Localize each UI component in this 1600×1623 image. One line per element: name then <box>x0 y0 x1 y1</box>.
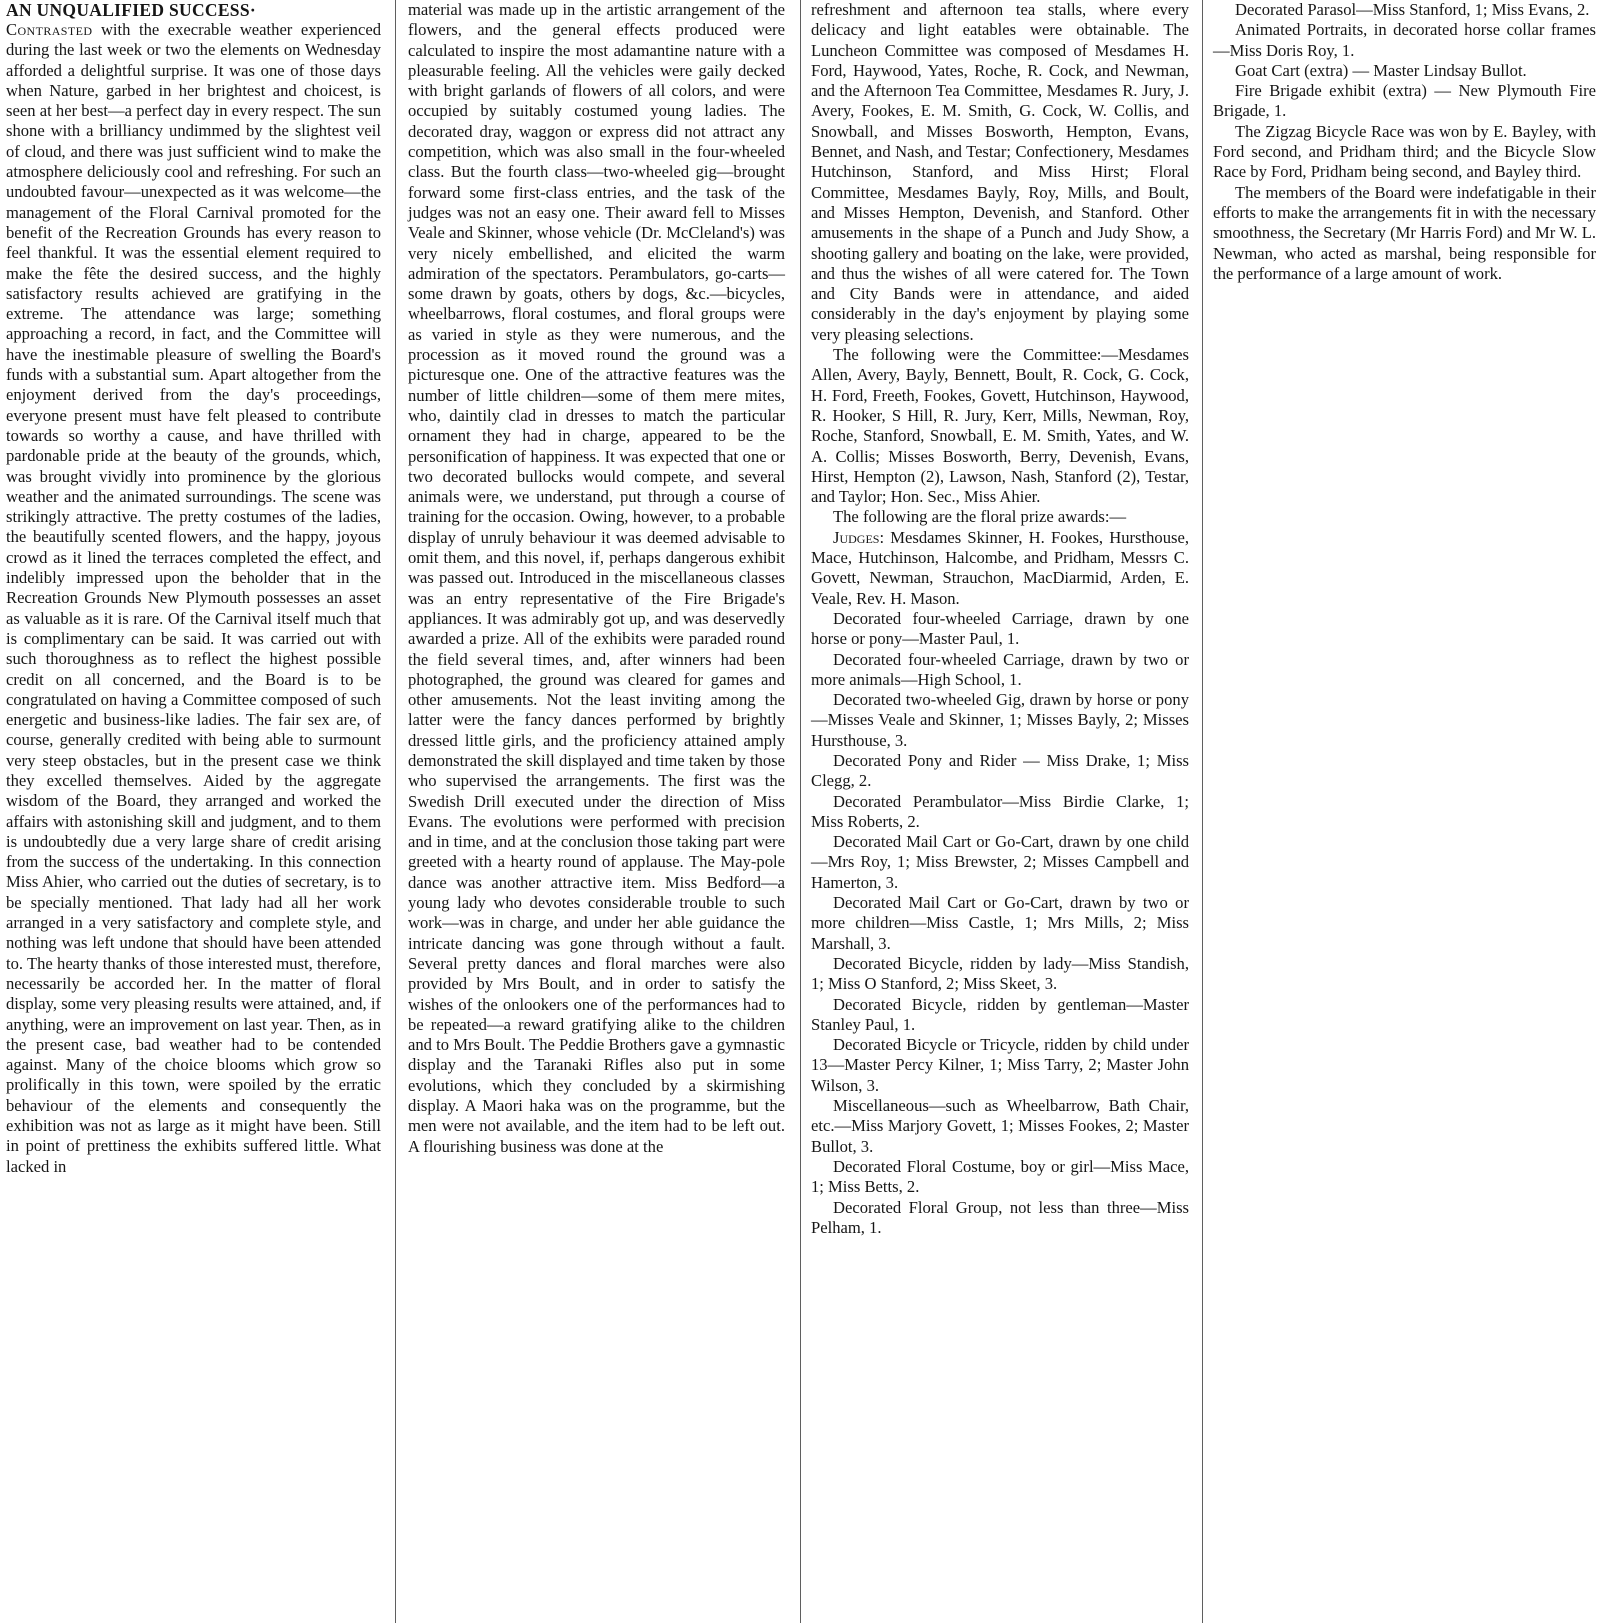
article-paragraph <box>6 20 381 1177</box>
lead-word: Contrasted <box>6 20 93 39</box>
prize-entry: Miscellaneous—such as Wheelbarrow, Bath Chair, etc.—Miss Marjory Govett, 1; Misses Fookes, 2; Master Bullot, 3. <box>811 1096 1189 1156</box>
prize-entry: Decorated four-wheeled Carriage, drawn by one horse or pony—Master Paul, 1. <box>811 608 1189 649</box>
column-4 <box>1213 0 1596 284</box>
prize-entry: Fire Brigade exhibit (extra) — New Plymouth Fire Brigade, 1. <box>1213 81 1596 121</box>
prize-entry: Decorated Bicycle, ridden by gentleman—Master Stanley Paul, 1. <box>811 994 1189 1034</box>
prize-entry: Decorated Floral Group, not less than three—Miss Pelham, 1. <box>811 1197 1189 1237</box>
prize-entry: Decorated Floral Costume, boy or girl—Miss Mace, 1; Miss Betts, 2. <box>811 1156 1189 1197</box>
prize-entry: Decorated Bicycle, ridden by lady—Miss Standish, 1; Miss O Stanford, 2; Miss Skeet, 3. <box>811 953 1189 994</box>
prize-entry: Decorated Parasol—Miss Stanford, 1; Miss Evans, 2. <box>1235 0 1590 19</box>
judges-text: Mesdames Skinner, H. Fookes, Hursthouse, Mace, Hutchinson, Halcombe, and Pridham, Messrs C. Govett, Newman, Strauchon, MacDiarmid, Arden, E. Veale, Rev. H. Mason. <box>811 527 1189 608</box>
prize-entry: Decorated Bicycle or Tricycle, ridden by child under 13—Master Percy Kilner, 1; Miss Tarry, 2; Master John Wilson, 3. <box>811 1035 1189 1095</box>
column-2 <box>408 0 785 1157</box>
prize-list-continued <box>1213 0 1596 284</box>
judges-paragraph <box>811 528 1189 609</box>
judges-label: Judges: <box>833 527 885 547</box>
prize-entry: Decorated Mail Cart or Go-Cart, drawn by one child—Mrs Roy, 1; Miss Brewster, 2; Misses Campbell and Hamerton, 3. <box>811 832 1189 892</box>
column-rule <box>395 0 396 1623</box>
column-3 <box>811 0 1189 1238</box>
committee-list: The following were the Committee:—Mesdames Allen, Avery, Bayly, Bennett, Boult, R. Cock, G. Cock, H. Ford, Freeth, Fookes, Govett, Hutchinson, Haywood, R. Hooker, S Hill, R. Jury, Kerr, Mills, Newman, Roy, Roche, Stanford, Snowball, E. M. Smith, Yates, and W. A. Collis; Misses Bosworth, Berry, Devenish, Evans, Hirst, Hempton (2), Lawson, Nash, Stanford (2), Testar, and Taylor; Hon. Sec., Miss Ahier. <box>811 345 1189 507</box>
prize-entry: The members of the Board were indefatigable in their efforts to make the arrangements fit in with the necessary smoothness, the Secretary (Mr Harris Ford) and Mr W. L. Newman, who acted as marshal, being responsible for the performance of a large amount of work. <box>1213 182 1596 283</box>
prize-entry: Decorated four-wheeled Carriage, drawn by two or more animals—High School, 1. <box>811 649 1189 689</box>
prize-entry: The Zigzag Bicycle Race was won by E. Bayley, with Ford second, and Pridham third; and the Bicycle Slow Race by Ford, Pridham being second, and Bayley third. <box>1213 121 1596 182</box>
column-1-text: with the execrable weather experienced during the last week or two the elements on Wednesday afforded a delightful surprise. It was one of those days when Nature, garbed in her brightest and choicest, is seen at her best—a perfect day in every respect. The sun shone with a brilliancy undimmed by the slightest veil of cloud, and there was just sufficient wind to make the atmosphere deliciously cool and refreshing. For such an undoubted favour—unexpected as it was welcome—the management of the Floral Carnival promoted for the benefit of the Recreation Grounds has every reason to feel thankful. It was the essential element required to make the fête the desired success, and the highly satisfactory results achieved are gratifying in the extreme. The attendance was large; something approaching a record, in fact, and the Committee will have the inestimable pleasure of swelling the Board's funds with a substantial sum. Apart altogether from the enjoyment derived from the day's proceedings, everyone present must have felt pleased to contribute towards so worthy a cause, and have thrilled with pardonable pride at the beauty of the grounds, which, was brought vividly into prominence by the glorious weather and the animated surroundings. The scene was strikingly attractive. The pretty costumes of the ladies, the beautifully scented flowers, and the happy, joyous crowd as it lined the terraces completed the effect, and indelibly impressed upon the beholder that in the Recreation Grounds New Plymouth possesses an asset as valuable as it is rare. Of the Carnival itself much that is complimentary can be said. It was carried out with such thoroughness as to reflect the highest possible credit on all concerned, and the Board is to be congratulated on having a Committee composed of such energetic and business-like ladies. The fair sex are, of course, generally credited with being able to surmount very steep obstacles, but in the present case we think they excelled themselves. Aided by the aggregate wisdom of the Board, they arranged and worked the affairs with astonishing skill and judgment, and to them is undoubtedly due a very large share of credit arising from the success of the undertaking. In this connection Miss Ahier, who carried out the duties of secretary, is to be specially mentioned. That lady had all her work arranged in a very satisfactory and complete style, and nothing was left undone that should have been attended to. The hearty thanks of those interested must, therefore, necessarily be accorded her. In the matter of floral display, some very pleasing results were attained, and, if anything, were an improvement on last year. Then, as in the present case, bad weather had to be contended against. Many of the choice blooms which grow so prolifically in this town, were spoiled by the erratic behaviour of the elements and consequently the exhibition was not as large as it might have been. Still in point of prettiness the exhibits suffered little. What lacked in <box>6 20 381 1176</box>
prize-list <box>811 609 1189 1238</box>
prize-entry: Decorated two-wheeled Gig, drawn by horse or pony—Misses Veale and Skinner, 1; Misses Bayly, 2; Misses Hursthouse, 3. <box>811 690 1189 750</box>
prize-entry: Decorated Pony and Rider — Miss Drake, 1; Miss Clegg, 2. <box>811 750 1189 791</box>
column-rule <box>1202 0 1203 1623</box>
prize-entry: Decorated Perambulator—Miss Birdie Clarke, 1; Miss Roberts, 2. <box>811 791 1189 831</box>
column-rule <box>800 0 801 1623</box>
prize-entry: Animated Portraits, in decorated horse collar frames—Miss Doris Roy, 1. <box>1213 20 1596 60</box>
column-2-text: material was made up in the artistic arrangement of the flowers, and the general effects produced were calculated to inspire the most adamantine nature with a pleasurable feeling. All the vehicles were gaily decked with bright garlands of flowers of all colors, and were occupied by suitably costumed young ladies. The decorated dray, waggon or express did not attract any competition, which was also small in the four-wheeled class. But the fourth class—two-wheeled gig—brought forward some first-class entries, and the task of the judges was not an easy one. Their award fell to Misses Veale and Skinner, whose vehicle (Dr. McCleland's) was very nicely embellished, and elicited the warm admiration of the spectators. Perambulators, go-carts—some drawn by goats, others by dogs, &c.—bicycles, wheelbarrows, floral costumes, and floral groups were as varied in style as they were numerous, and the procession as it moved round the ground was a picturesque one. One of the attractive features was the number of little children—some of them mere mites, who, daintily clad in dresses to match the particular ornament they had in charge, appeared to be the personification of happiness. It was expected that one or two decorated bullocks would compete, and several animals were, we understand, put through a course of training for the occasion. Owing, however, to a probable display of unruly behaviour it was deemed advisable to omit them, and this novel, if, perhaps dangerous exhibit was passed out. Introduced in the miscellaneous classes was an entry representative of the Fire Brigade's appliances. It was admirably got up, and was deservedly awarded a prize. All of the exhibits were paraded round the field several times, and, after winners had been photographed, the ground was cleared for games and other amusements. Not the least inviting among the latter were the fancy dances performed by brightly dressed little girls, and the proficiency attained amply demonstrated the skill displayed and time taken by those who supervised the arrangements. The first was the Swedish Drill executed under the direction of Miss Evans. The evolutions were performed with precision and in time, and at the conclusion those taking part were greeted with a hearty round of applause. The May-pole dance was another attractive item. Miss Bedford—a young lady who devotes considerable trouble to such work—was in charge, and under her able guidance the intricate dancing was gone through without a fault. Several pretty dances and floral marches were also provided by Mrs Boult, and in order to satisfy the wishes of the onlookers one of the performances had to be repeated—a reward gratifying alike to the children and to Mrs Boult. The Peddie Brothers gave a gymnastic display and the Taranaki Rifles also put in some evolutions, which they concluded by a skirmishing display. A Maori haka was on the programme, but the men were not available, and the item had to be left out. A flourishing business was done at the <box>408 0 785 1156</box>
prize-entry: Decorated Mail Cart or Go-Cart, drawn by two or more children—Miss Castle, 1; Mrs Mills, 2; Miss Marshall, 3. <box>811 893 1189 953</box>
column-1 <box>6 0 381 1177</box>
committee-paragraph: refreshment and afternoon tea stalls, where every delicacy and light eatables were obtainable. The Luncheon Committee was composed of Mesdames H. Ford, Haywood, Yates, Roche, R. Cock, and Newman, and the Afternoon Tea Committee, Mesdames R. Jury, J. Avery, Fookes, E. M. Smith, G. Cock, W. Collis, and Snowball, and Misses Bosworth, Hempton, Evans, Bennet, and Nash, and Testar; Confectionery, Mesdames Hutchinson, Stanford, and Miss Hirst; Floral Committee, Mesdames Bayly, Roy, Mills, and Boult, and Misses Hempton, Devenish, and Stanford. Other amusements in the shape of a Punch and Judy Show, a shooting gallery and boating on the lake, were provided, and thus the wishes of all were catered for. The Town and City Bands were in attendance, and aided considerably in the day's enjoyment by playing some very pleasing selections. <box>811 0 1189 344</box>
article-headline: AN UNQUALIFIED SUCCESS· <box>6 0 257 20</box>
prize-intro: The following are the floral prize awards:— <box>833 507 1127 527</box>
prize-entry: Goat Cart (extra) — Master Lindsay Bullot. <box>1235 60 1527 80</box>
